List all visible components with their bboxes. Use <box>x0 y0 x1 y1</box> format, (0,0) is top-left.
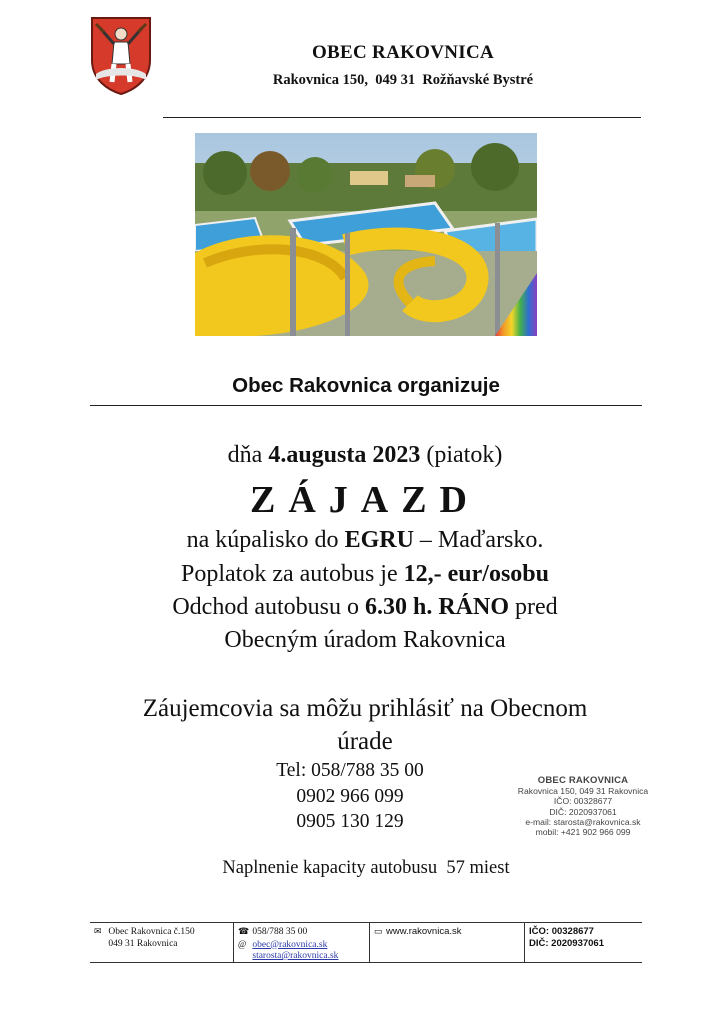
departure-suffix: pred <box>509 594 558 620</box>
municipality-title: OBEC RAKOVNICA <box>311 42 495 63</box>
coat-of-arms-icon <box>88 14 154 96</box>
footer-dic: DIČ: 2020937061 <box>529 937 604 949</box>
departure-time: 6.30 h. RÁNO <box>364 594 509 620</box>
headline-divider <box>90 405 642 406</box>
stamp-address: Rakovnica 150, 049 31 Rakovnica <box>517 786 649 797</box>
destination-line <box>40 527 690 554</box>
fee-amount: 12,- eur/osobu <box>403 561 549 587</box>
stamp-ico: IČO: 00328677 <box>553 796 613 807</box>
footer-phone: 058/788 35 00 <box>252 927 308 937</box>
municipality-address: Rakovnica 150, 049 31 Rožňavské Bystré <box>272 72 534 88</box>
destination-country: – Maďarsko. <box>413 527 544 553</box>
event-date-line <box>40 442 690 469</box>
stamp-title: OBEC RAKOVNICA <box>537 775 629 786</box>
event-date: 4.augusta 2023 <box>268 442 421 468</box>
telephone-icon: ☎ <box>238 926 250 936</box>
destination-prefix: na kúpalisko do <box>186 527 345 553</box>
footer <box>90 922 642 963</box>
stamp-dic: DIČ: 2020937061 <box>549 806 617 817</box>
stamp-email: e-mail: starosta@rakovnica.sk <box>525 816 641 827</box>
destination-place: EGRU <box>344 527 414 553</box>
date-prefix: dňa <box>227 442 269 468</box>
departure-place: Obecným úradom Rakovnica <box>224 627 506 653</box>
signup-line-2: úrade <box>337 728 393 755</box>
date-weekday: (piatok) <box>420 442 503 468</box>
header-divider <box>163 117 641 118</box>
contact-phone: Tel: 058/788 35 00 <box>276 760 424 781</box>
footer-email-starosta[interactable]: starosta@rakovnica.sk <box>252 951 339 961</box>
footer-web <box>370 923 525 962</box>
departure-line <box>40 594 690 621</box>
at-icon: @ <box>238 938 247 949</box>
footer-address <box>90 923 234 962</box>
stamp-mobil: mobil: +421 902 966 099 <box>535 827 631 838</box>
computer-icon: ▭ <box>374 926 383 936</box>
organizer-headline: Obec Rakovnica organizuje <box>232 374 500 397</box>
contact-mobile-1: 0902 966 099 <box>296 786 404 807</box>
footer-website[interactable]: www.rakovnica.sk <box>386 926 462 937</box>
footer-address-line-2: 049 31 Rakovnica <box>108 938 178 949</box>
footer-contact <box>234 923 370 962</box>
footer-ico: IČO: 00328677 <box>529 926 594 937</box>
event-title: ZÁJAZD <box>249 479 481 521</box>
contact-mobile-2: 0905 130 129 <box>296 811 404 832</box>
aquapark-photo <box>195 133 537 336</box>
footer-email-obec[interactable]: obec@rakovnica.sk <box>252 939 328 950</box>
departure-prefix: Odchod autobusu o <box>172 594 365 620</box>
official-stamp <box>500 776 666 837</box>
fee-prefix: Poplatok za autobus je <box>181 561 404 587</box>
footer-ids <box>525 923 642 962</box>
fee-line <box>40 561 690 588</box>
bus-capacity-note: Naplnenie kapacity autobusu 57 miest <box>222 858 510 878</box>
footer-address-line-1: Obec Rakovnica č.150 <box>108 927 195 937</box>
signup-line-1: Záujemcovia sa môžu prihlásiť na Obecnom <box>142 695 588 722</box>
envelope-icon: ✉ <box>94 926 102 936</box>
